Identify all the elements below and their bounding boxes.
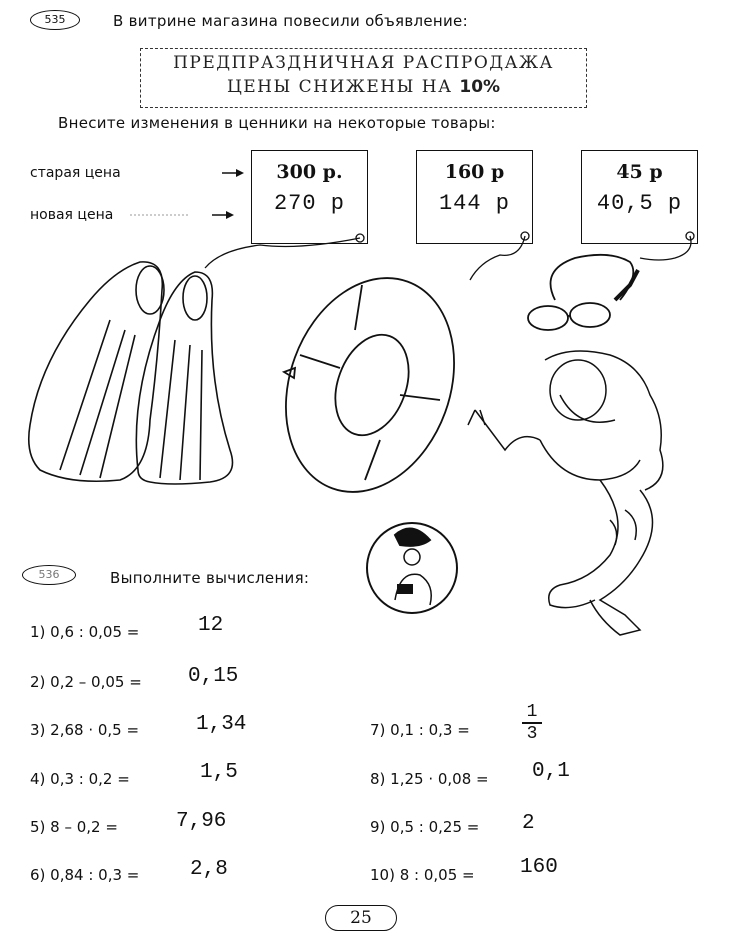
- answer-7-denominator: 3: [526, 724, 538, 744]
- boy-emblem-icon: [367, 523, 457, 613]
- answer-9: 2: [522, 812, 535, 835]
- tag-old-price: 300 р.: [276, 161, 343, 183]
- task-number-535: 535: [30, 10, 80, 30]
- answer-8: 0,1: [532, 760, 570, 783]
- expr-1: 1) 0,6 : 0,05 =: [30, 623, 140, 641]
- answer-5: 7,96: [176, 810, 227, 833]
- tag-new-price: 40,5 р: [596, 191, 683, 216]
- expr-2: 2) 0,2 – 0,05 =: [30, 673, 142, 691]
- expr-9: 9) 0,5 : 0,25 =: [370, 818, 480, 836]
- sign-line-1: ПРЕДПРАЗДНИЧНАЯ РАСПРОДАЖА: [173, 53, 554, 73]
- sign-line-2-text: ЦЕНЫ СНИЖЕНЫ НА: [226, 77, 453, 97]
- task-intro: В витрине магазина повесили объявление:: [113, 12, 468, 30]
- old-price-label: старая цена: [30, 165, 121, 181]
- expr-5: 5) 8 – 0,2 =: [30, 818, 118, 836]
- tag-string-3: [640, 236, 691, 260]
- tag-old-price: 45 р: [616, 161, 663, 183]
- answer-6: 2,8: [190, 858, 228, 881]
- expr-7: 7) 0,1 : 0,3 =: [370, 721, 470, 739]
- tag-new-price: 144 р: [438, 191, 510, 216]
- expr-8: 8) 1,25 · 0,08 =: [370, 770, 489, 788]
- tag-string-1: [205, 238, 360, 268]
- expr-10: 10) 8 : 0,05 =: [370, 866, 475, 884]
- answer-10: 160: [520, 856, 558, 879]
- answer-7-fraction: [520, 703, 544, 743]
- goggles-icon: [528, 255, 638, 330]
- sign-percent: 10%: [459, 77, 501, 97]
- task-number-536: 536: [22, 565, 76, 585]
- tag-new-price: 270 р: [273, 191, 345, 216]
- answer-1: 12: [198, 614, 224, 637]
- expr-6: 6) 0,84 : 0,3 =: [30, 866, 140, 884]
- new-price-label: новая цена: [30, 207, 114, 223]
- merman-icon: [468, 351, 663, 635]
- page-number: 25: [325, 905, 397, 931]
- answer-4: 1,5: [200, 761, 238, 784]
- tag-string-2: [470, 236, 525, 280]
- instruction: Внесите изменения в ценники на некоторые товары:: [58, 114, 496, 132]
- answer-2: 0,15: [188, 665, 239, 688]
- expr-4: 4) 0,3 : 0,2 =: [30, 770, 130, 788]
- tag-old-price: 160 р: [444, 161, 505, 183]
- flippers-icon: [29, 262, 233, 484]
- expr-3: 3) 2,68 · 0,5 =: [30, 721, 140, 739]
- task2-intro: Выполните вычисления:: [110, 569, 310, 587]
- answer-7-numerator: 1: [526, 702, 538, 722]
- answer-3: 1,34: [196, 713, 247, 736]
- swim-ring-icon: [257, 254, 483, 515]
